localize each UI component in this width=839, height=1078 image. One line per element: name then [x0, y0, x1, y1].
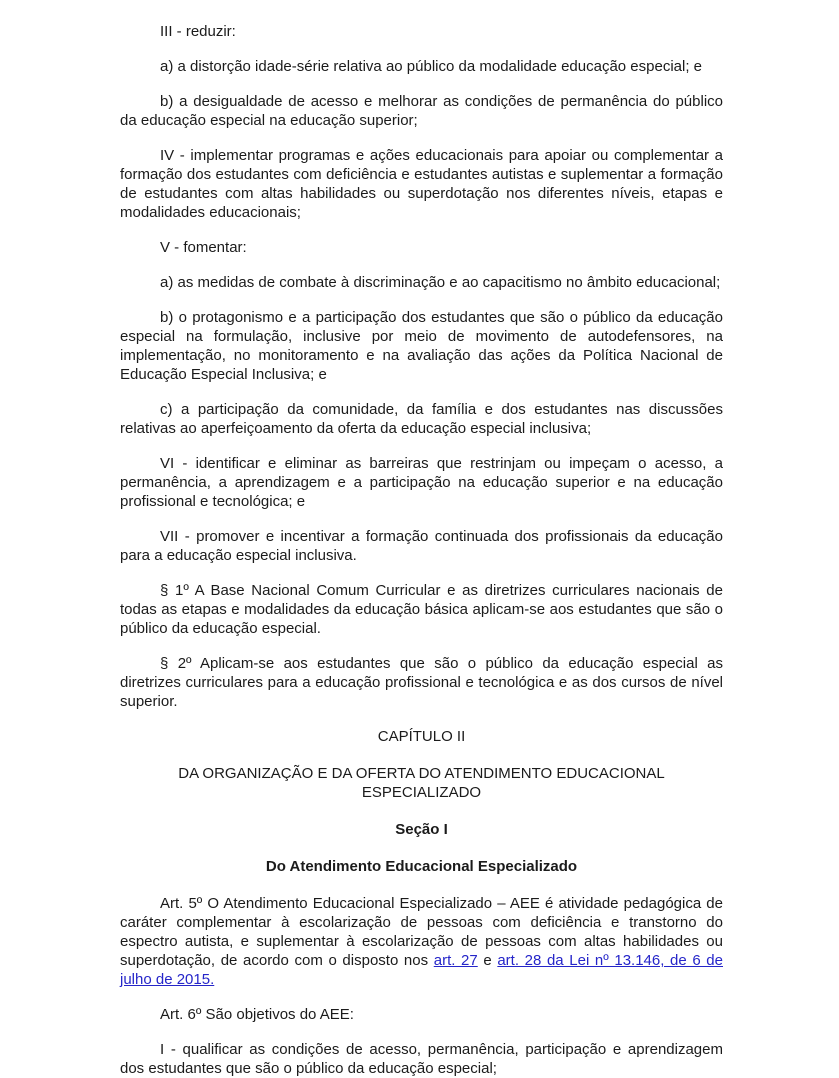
paragraph-v-a: a) as medidas de combate à discriminação e ao capacitismo no âmbito educacional; — [160, 274, 721, 291]
paragraph-par-1: § 1º A Base Nacional Comum Curricular e as diretrizes curriculares nacionais de todas as etapas e modalidades da educação básica aplicam-se aos estudantes que são o público da educação especial. — [120, 582, 723, 637]
paragraph-iii-a: a) a distorção idade-série relativa ao público da modalidade educação especial; e — [160, 58, 703, 75]
art-5-text: Art. 5º O Atendimento Educacional Especializado – AEE é atividade pedagógica de caráter complementar à escolarização de pessoas com deficiência e transtorno do espectro autista, e suplementar à escolarização de pessoas com altas habilidades ou superdotação, de acordo com o disposto nos — [120, 895, 723, 969]
paragraph-par-2: § 2º Aplicam-se aos estudantes que são o público da educação especial as diretrizes curriculares para a educação profissional e tecnológica e as dos cursos de nível superior. — [120, 655, 723, 710]
art-5-conjunction: e — [477, 952, 498, 969]
paragraph-v-c: c) a participação da comunidade, da família e dos estudantes nas discussões relativas ao aperfeiçoamento da oferta da educação especial inclusiva; — [120, 401, 723, 437]
paragraph-vi: VI - identificar e eliminar as barreiras que restrinjam ou impeçam o acesso, a permanência, a aprendizagem e a participação na educação superior e na educação profissional e tecnológica; e — [120, 455, 723, 510]
link-art-28-lei-13146[interactable]: art. 28 da Lei nº 13.146, de 6 de julho de 2015. — [120, 952, 723, 988]
paragraph-art-6-i: I - qualificar as condições de acesso, permanência, participação e aprendizagem dos estudantes que são o público da educação especial; — [120, 1041, 723, 1077]
paragraph-v: V - fomentar: — [160, 239, 247, 256]
paragraph-iii: III - reduzir: — [160, 23, 236, 40]
heading-secao-i-title: Do Atendimento Educacional Especializado — [265, 858, 578, 875]
paragraph-iv: IV - implementar programas e ações educacionais para apoiar ou complementar a formação dos estudantes com deficiência e estudantes autistas e suplementar a formação de estudantes com altas habilidades ou superdotação nos diferentes níveis, etapas e modalidades educacionais; — [120, 147, 723, 221]
heading-capitulo-ii-title: DA ORGANIZAÇÃO E DA OFERTA DO ATENDIMENTO EDUCACIONAL ESPECIALIZADO — [178, 765, 665, 801]
heading-secao-i: Seção I — [395, 821, 448, 838]
paragraph-art-6: Art. 6º São objetivos do AEE: — [160, 1006, 354, 1023]
heading-capitulo-ii: CAPÍTULO II — [377, 728, 466, 745]
paragraph-iii-b: b) a desigualdade de acesso e melhorar as condições de permanência do público da educação especial na educação superior; — [120, 93, 723, 129]
paragraph-vii: VII - promover e incentivar a formação continuada dos profissionais da educação para a educação especial inclusiva. — [120, 528, 723, 564]
paragraph-v-b: b) o protagonismo e a participação dos estudantes que são o público da educação especial na formulação, inclusive por meio de movimento de autodefensores, na implementação, no monitoramento e na avaliação das ações da Política Nacional de Educação Especial Inclusiva; e — [120, 309, 723, 383]
paragraph-art-5 — [120, 894, 723, 989]
link-art-27[interactable]: art. 27 — [433, 952, 478, 969]
